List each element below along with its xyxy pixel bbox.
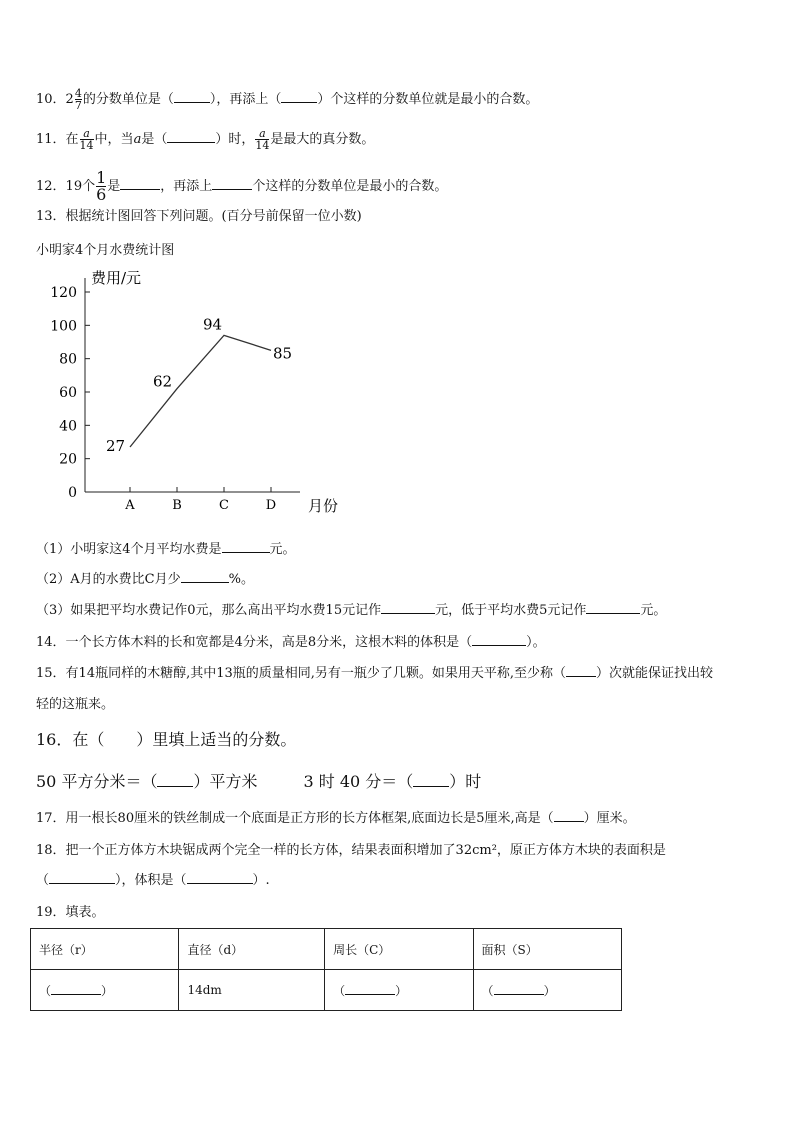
question-13-1: （1）小明家这4个月平均水费是 元。	[36, 542, 296, 557]
answer-blank[interactable]	[157, 786, 193, 787]
table-cell: 14dm	[179, 970, 325, 1011]
y-tick-label: 60	[59, 385, 77, 401]
data-label: 94	[203, 315, 223, 334]
answer-blank[interactable]	[212, 189, 252, 190]
data-label: 27	[106, 437, 126, 455]
question-13: 13．根据统计图回答下列问题。(百分号前保留一位小数)	[36, 209, 362, 224]
question-11: 11．在 $\frac{a}{14}$ 中，当a是（ ）时， $\frac{a}{14}$ 是最大的真分数。	[36, 127, 375, 152]
question-14: 14．一个长方体木料的长和宽都是4分米，高是8分米，这根木料的体积是（ ）。	[36, 635, 546, 650]
data-label: 85	[273, 344, 293, 363]
x-tick-label: D	[265, 498, 277, 513]
table-header: 面积（S）	[473, 929, 621, 970]
question-18: 18．把一个正方体方木块锯成两个完全一样的长方体，结果表面积增加了32cm²，原正方体方木块的表面积是	[36, 843, 666, 858]
y-tick-label: 120	[50, 285, 77, 301]
y-tick-label: 0	[68, 485, 77, 501]
answer-blank[interactable]	[381, 613, 435, 614]
question-10: 10．2 $\frac{4}{7}$ 的分数单位是（ ），再添上（ ）个这样的分数单位就是最小的合数。	[36, 87, 539, 112]
question-12: 12．19个 $\frac{1}{6}$ 是 ，再添上 个这样的分数单位是最小的合数。	[36, 168, 448, 204]
answer-blank[interactable]	[181, 582, 229, 583]
y-tick-label: 100	[50, 318, 77, 335]
data-label: 62	[153, 372, 173, 391]
x-axis-label: 月份	[308, 497, 339, 515]
line-chart	[40, 268, 350, 528]
table-header: 周长（C）	[325, 929, 473, 970]
table-cell[interactable]: （ ）	[31, 970, 179, 1011]
fraction: $\frac{1}{6}$	[96, 168, 107, 204]
table-row	[31, 970, 622, 1011]
fraction: $\frac{a}{14}$	[255, 127, 270, 152]
question-18-cont: （ ），体积是（ ）.	[36, 873, 270, 888]
answer-blank[interactable]	[49, 883, 115, 884]
answer-blank[interactable]	[120, 189, 160, 190]
fill-table	[30, 928, 622, 1011]
answer-blank[interactable]	[174, 102, 210, 103]
answer-blank[interactable]	[554, 821, 584, 822]
table-header: 半径（r）	[31, 929, 179, 970]
table-cell[interactable]: （ ）	[325, 970, 473, 1011]
question-15-cont: 轻的这瓶来。	[36, 697, 115, 712]
answer-blank[interactable]	[187, 883, 253, 884]
table-header-row	[31, 929, 622, 970]
data-line	[130, 335, 271, 447]
answer-blank[interactable]	[281, 102, 317, 103]
answer-blank[interactable]	[167, 142, 215, 143]
answer-blank[interactable]	[566, 676, 596, 677]
question-13-3: （3）如果把平均水费记作0元，那么高出平均水费15元记作 元，低于平均水费5元记作 元。	[36, 603, 667, 618]
question-16-items: 50 平方分米＝（ ）平方米 3 时 40 分＝（ ）时	[36, 772, 482, 791]
y-tick-label: 80	[59, 351, 77, 368]
question-16: 16．在（ ）里填上适当的分数。	[36, 730, 297, 749]
question-13-2: （2）A月的水费比C月少 %。	[36, 572, 254, 587]
x-tick-label: B	[172, 498, 182, 513]
answer-blank[interactable]	[413, 786, 449, 787]
y-tick-label: 40	[59, 418, 77, 435]
table-header: 直径（d）	[179, 929, 325, 970]
y-axis-label: 费用/元	[91, 269, 142, 287]
table-cell[interactable]: （ ）	[473, 970, 621, 1011]
question-17: 17．用一根长80厘米的铁丝制成一个底面是正方形的长方体框架,底面边长是5厘米,高是（ ）厘米。	[36, 811, 636, 826]
answer-blank[interactable]	[472, 645, 526, 646]
chart-caption: 小明家4个月水费统计图	[36, 243, 175, 258]
y-tick-label: 20	[59, 451, 77, 468]
answer-blank[interactable]	[586, 613, 640, 614]
question-19: 19．填表。	[36, 905, 105, 920]
mixed-number-whole: 2	[65, 92, 74, 107]
question-15: 15．有14瓶同样的木糖醇,其中13瓶的质量相同,另有一瓶少了几颗。如果用天平称,至少称（ ）次就能保证找出较	[36, 666, 714, 681]
fraction: $\frac{a}{14}$	[79, 127, 94, 152]
answer-blank[interactable]	[222, 552, 270, 553]
x-tick-label: C	[219, 498, 229, 513]
fraction: $\frac{4}{7}$	[74, 87, 82, 112]
x-tick-label: A	[125, 498, 135, 513]
